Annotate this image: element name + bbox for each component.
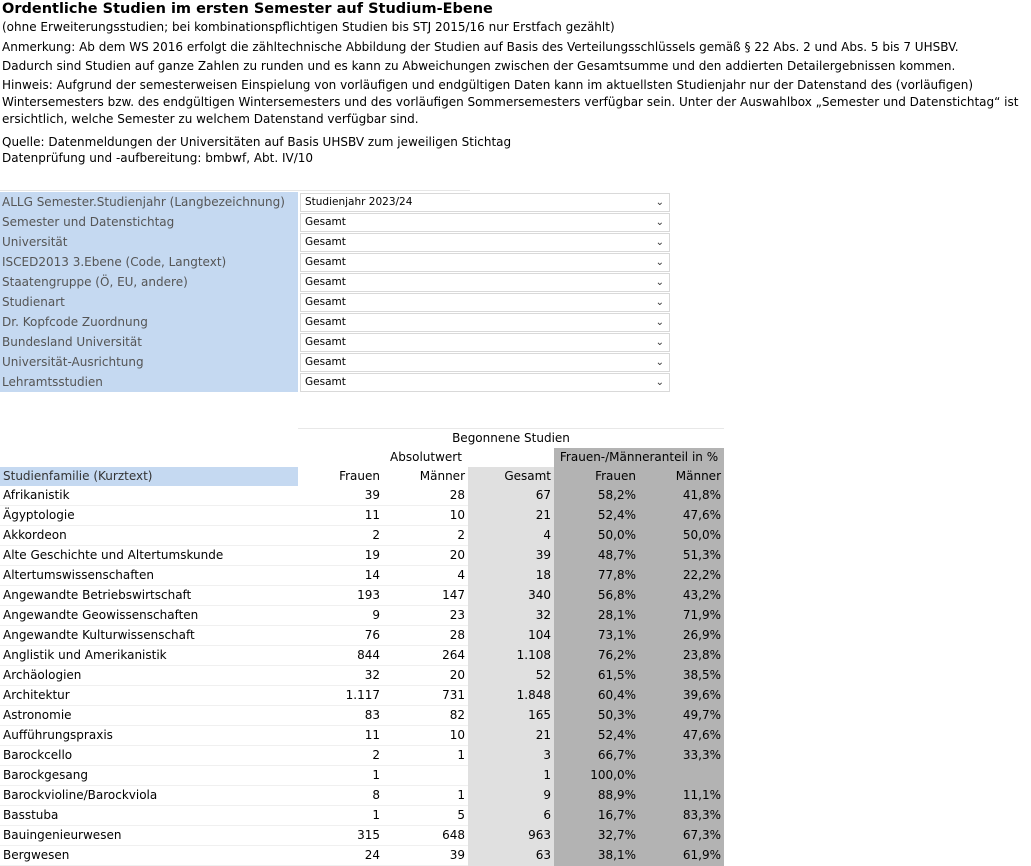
cell-maenner-abs: 23 bbox=[383, 606, 468, 626]
cell-gesamt: 39 bbox=[468, 546, 554, 566]
cell-maenner-abs: 28 bbox=[383, 626, 468, 646]
cell-maenner-pct bbox=[639, 766, 724, 786]
cell-maenner-pct: 51,3% bbox=[639, 546, 724, 566]
cell-frauen-abs: 83 bbox=[298, 706, 383, 726]
cell-frauen-pct: 50,3% bbox=[554, 706, 639, 726]
filter-dropdown[interactable] bbox=[300, 273, 670, 292]
filter-value: Studienjahr 2023/24 bbox=[305, 196, 413, 208]
cell-maenner-abs: 731 bbox=[383, 686, 468, 706]
table-row bbox=[0, 826, 724, 846]
table-row bbox=[0, 766, 724, 786]
filter-row bbox=[0, 192, 670, 212]
chevron-down-icon[interactable]: ⌄ bbox=[655, 317, 664, 328]
table-row bbox=[0, 686, 724, 706]
chevron-down-icon[interactable]: ⌄ bbox=[655, 297, 664, 308]
cell-frauen-pct: 76,2% bbox=[554, 646, 639, 666]
filter-row bbox=[0, 272, 670, 292]
cell-studienfamilie: Afrikanistik bbox=[0, 486, 298, 506]
filter-row bbox=[0, 372, 670, 392]
cell-maenner-abs: 20 bbox=[383, 546, 468, 566]
cell-maenner-abs: 1 bbox=[383, 786, 468, 806]
col-header-studienfamilie[interactable]: Studienfamilie (Kurztext) bbox=[0, 467, 298, 486]
cell-maenner-abs: 10 bbox=[383, 506, 468, 526]
cell-studienfamilie: Archäologien bbox=[0, 666, 298, 686]
table-row bbox=[0, 486, 724, 506]
cell-studienfamilie: Ägyptologie bbox=[0, 506, 298, 526]
cell-gesamt: 6 bbox=[468, 806, 554, 826]
cell-gesamt: 9 bbox=[468, 786, 554, 806]
table-row bbox=[0, 726, 724, 746]
processing-text: Datenprüfung und -aufbereitung: bmbwf, Abt. IV/10 bbox=[2, 151, 314, 165]
cell-maenner-abs: 82 bbox=[383, 706, 468, 726]
cell-maenner-pct: 47,6% bbox=[639, 506, 724, 526]
cell-frauen-abs: 315 bbox=[298, 826, 383, 846]
cell-gesamt: 1 bbox=[468, 766, 554, 786]
cell-maenner-abs: 147 bbox=[383, 586, 468, 606]
abs-header: Absolutwert bbox=[390, 450, 462, 464]
cell-maenner-abs: 28 bbox=[383, 486, 468, 506]
col-header-frauen-abs[interactable]: Frauen bbox=[339, 469, 380, 483]
pct-header: Frauen-/Männeranteil in % bbox=[554, 448, 724, 467]
cell-frauen-abs: 14 bbox=[298, 566, 383, 586]
table-row bbox=[0, 626, 724, 646]
chevron-down-icon[interactable]: ⌄ bbox=[655, 197, 664, 208]
cell-maenner-pct: 67,3% bbox=[639, 826, 724, 846]
cell-maenner-abs: 264 bbox=[383, 646, 468, 666]
cell-studienfamilie: Architektur bbox=[0, 686, 298, 706]
cell-frauen-abs: 11 bbox=[298, 506, 383, 526]
filter-row bbox=[0, 252, 670, 272]
col-header-maenner-pct[interactable]: Männer bbox=[639, 467, 724, 486]
filter-label: Dr. Kopfcode Zuordnung bbox=[0, 312, 298, 332]
filter-dropdown[interactable] bbox=[300, 213, 670, 232]
filter-value: Gesamt bbox=[305, 296, 346, 308]
table-row bbox=[0, 606, 724, 626]
filter-label: Semester und Datenstichtag bbox=[0, 212, 298, 232]
chevron-down-icon[interactable]: ⌄ bbox=[655, 337, 664, 348]
cell-frauen-pct: 66,7% bbox=[554, 746, 639, 766]
cell-maenner-pct: 49,7% bbox=[639, 706, 724, 726]
filter-dropdown[interactable] bbox=[300, 253, 670, 272]
cell-maenner-pct: 41,8% bbox=[639, 486, 724, 506]
cell-frauen-pct: 88,9% bbox=[554, 786, 639, 806]
cell-maenner-pct: 22,2% bbox=[639, 566, 724, 586]
cell-studienfamilie: Bergwesen bbox=[0, 846, 298, 866]
filter-value: Gesamt bbox=[305, 356, 346, 368]
cell-frauen-abs: 1 bbox=[298, 806, 383, 826]
cell-frauen-pct: 48,7% bbox=[554, 546, 639, 566]
cell-maenner-pct: 71,9% bbox=[639, 606, 724, 626]
cell-frauen-abs: 19 bbox=[298, 546, 383, 566]
cell-frauen-pct: 52,4% bbox=[554, 726, 639, 746]
cell-studienfamilie: Angewandte Betriebswirtschaft bbox=[0, 586, 298, 606]
cell-gesamt: 21 bbox=[468, 726, 554, 746]
cell-frauen-abs: 844 bbox=[298, 646, 383, 666]
cell-studienfamilie: Anglistik und Amerikanistik bbox=[0, 646, 298, 666]
cell-gesamt: 52 bbox=[468, 666, 554, 686]
chevron-down-icon[interactable]: ⌄ bbox=[655, 237, 664, 248]
cell-frauen-pct: 56,8% bbox=[554, 586, 639, 606]
table-row bbox=[0, 506, 724, 526]
col-header-gesamt[interactable]: Gesamt bbox=[468, 467, 554, 486]
table-row bbox=[0, 526, 724, 546]
cell-gesamt: 32 bbox=[468, 606, 554, 626]
cell-gesamt: 63 bbox=[468, 846, 554, 866]
chevron-down-icon[interactable]: ⌄ bbox=[655, 217, 664, 228]
source-text: Quelle: Datenmeldungen der Universitäten auf Basis UHSBV zum jeweiligen Stichtag bbox=[2, 135, 512, 149]
hint-text: Hinweis: Aufgrund der semesterweisen Einspielung von vorläufigen und endgültigen Daten kann im aktuellsten Studienjahr nur der Datenstand des (vorläufigen) Wintersemesters bzw. des endgültigen Wintersemesters und des vorläufigen Sommersemesters verfügbar sein. Unter der Auswahlbox „Semester und Datenstichtag“ ist ersichtlich, welche Semester zu welchem Datenstand verfügbar sind. bbox=[2, 78, 1019, 126]
cell-maenner-pct: 50,0% bbox=[639, 526, 724, 546]
cell-frauen-abs: 2 bbox=[298, 746, 383, 766]
cell-maenner-abs: 5 bbox=[383, 806, 468, 826]
cell-maenner-pct: 61,9% bbox=[639, 846, 724, 866]
col-header-frauen-pct[interactable]: Frauen bbox=[554, 467, 639, 486]
cell-studienfamilie: Angewandte Kulturwissenschaft bbox=[0, 626, 298, 646]
cell-frauen-pct: 73,1% bbox=[554, 626, 639, 646]
cell-studienfamilie: Basstuba bbox=[0, 806, 298, 826]
cell-studienfamilie: Bauingenieurwesen bbox=[0, 826, 298, 846]
filter-row bbox=[0, 292, 670, 312]
cell-frauen-abs: 2 bbox=[298, 526, 383, 546]
cell-frauen-pct: 50,0% bbox=[554, 526, 639, 546]
cell-maenner-abs: 648 bbox=[383, 826, 468, 846]
cell-maenner-pct: 47,6% bbox=[639, 726, 724, 746]
filter-row bbox=[0, 312, 670, 332]
filter-label: Staatengruppe (Ö, EU, andere) bbox=[0, 272, 298, 292]
cell-gesamt: 1.848 bbox=[468, 686, 554, 706]
cell-maenner-pct: 43,2% bbox=[639, 586, 724, 606]
note-counting: Anmerkung: Ab dem WS 2016 erfolgt die zähltechnische Abbildung der Studien auf Basis des Verteilungsschlüssels gemäß § 22 Abs. 2 und Abs. 5 bis 7 UHSBV. bbox=[2, 40, 959, 54]
table-row bbox=[0, 846, 724, 866]
table-row bbox=[0, 706, 724, 726]
cell-frauen-pct: 32,7% bbox=[554, 826, 639, 846]
cell-frauen-abs: 32 bbox=[298, 666, 383, 686]
cell-frauen-pct: 38,1% bbox=[554, 846, 639, 866]
cell-frauen-pct: 52,4% bbox=[554, 506, 639, 526]
filter-label: Universität bbox=[0, 232, 298, 252]
filter-dropdown[interactable] bbox=[300, 353, 670, 372]
cell-frauen-abs: 193 bbox=[298, 586, 383, 606]
cell-frauen-abs: 39 bbox=[298, 486, 383, 506]
filter-label: Lehramtsstudien bbox=[0, 372, 298, 392]
cell-maenner-abs: 4 bbox=[383, 566, 468, 586]
cell-gesamt: 340 bbox=[468, 586, 554, 606]
cell-frauen-abs: 76 bbox=[298, 626, 383, 646]
filter-label: ALLG Semester.Studienjahr (Langbezeichnung) bbox=[0, 192, 298, 212]
table-row bbox=[0, 746, 724, 766]
table-row bbox=[0, 806, 724, 826]
cell-maenner-abs: 10 bbox=[383, 726, 468, 746]
cell-frauen-pct: 60,4% bbox=[554, 686, 639, 706]
col-header-maenner-abs[interactable]: Männer bbox=[419, 469, 465, 483]
cell-frauen-abs: 24 bbox=[298, 846, 383, 866]
filter-value: Gesamt bbox=[305, 316, 346, 328]
cell-maenner-pct: 23,8% bbox=[639, 646, 724, 666]
cell-frauen-pct: 28,1% bbox=[554, 606, 639, 626]
cell-gesamt: 3 bbox=[468, 746, 554, 766]
cell-maenner-pct: 83,3% bbox=[639, 806, 724, 826]
table-row bbox=[0, 666, 724, 686]
chevron-down-icon[interactable]: ⌄ bbox=[655, 357, 664, 368]
cell-frauen-pct: 58,2% bbox=[554, 486, 639, 506]
filter-value: Gesamt bbox=[305, 256, 346, 268]
cell-studienfamilie: Akkordeon bbox=[0, 526, 298, 546]
filter-dropdown[interactable] bbox=[300, 313, 670, 332]
cell-frauen-abs: 8 bbox=[298, 786, 383, 806]
cell-maenner-pct: 11,1% bbox=[639, 786, 724, 806]
cell-maenner-pct: 39,6% bbox=[639, 686, 724, 706]
cell-studienfamilie: Barockcello bbox=[0, 746, 298, 766]
cell-studienfamilie: Barockgesang bbox=[0, 766, 298, 786]
cell-gesamt: 4 bbox=[468, 526, 554, 546]
table-row bbox=[0, 646, 724, 666]
table-row bbox=[0, 786, 724, 806]
data-table bbox=[0, 428, 724, 866]
filter-label: Studienart bbox=[0, 292, 298, 312]
filter-dropdown[interactable] bbox=[300, 373, 670, 392]
filter-label: Universität-Ausrichtung bbox=[0, 352, 298, 372]
cell-maenner-pct: 38,5% bbox=[639, 666, 724, 686]
filter-value: Gesamt bbox=[305, 216, 346, 228]
cell-maenner-abs: 20 bbox=[383, 666, 468, 686]
cell-studienfamilie: Aufführungspraxis bbox=[0, 726, 298, 746]
cell-maenner-abs: 1 bbox=[383, 746, 468, 766]
cell-gesamt: 104 bbox=[468, 626, 554, 646]
cell-frauen-pct: 16,7% bbox=[554, 806, 639, 826]
filter-dropdown[interactable] bbox=[300, 293, 670, 312]
filter-value: Gesamt bbox=[305, 276, 346, 288]
cell-frauen-abs: 1.117 bbox=[298, 686, 383, 706]
table-row bbox=[0, 566, 724, 586]
cell-maenner-pct: 33,3% bbox=[639, 746, 724, 766]
cell-maenner-abs: 2 bbox=[383, 526, 468, 546]
cell-gesamt: 67 bbox=[468, 486, 554, 506]
cell-frauen-pct: 61,5% bbox=[554, 666, 639, 686]
cell-frauen-abs: 9 bbox=[298, 606, 383, 626]
cell-maenner-abs bbox=[383, 766, 468, 786]
cell-studienfamilie: Altertumswissenschaften bbox=[0, 566, 298, 586]
chevron-down-icon[interactable]: ⌄ bbox=[655, 277, 664, 288]
cell-studienfamilie: Astronomie bbox=[0, 706, 298, 726]
filter-dropdown[interactable] bbox=[300, 193, 670, 212]
filter-value: Gesamt bbox=[305, 336, 346, 348]
table-row bbox=[0, 546, 724, 566]
cell-gesamt: 21 bbox=[468, 506, 554, 526]
filter-row bbox=[0, 212, 670, 232]
filter-value: Gesamt bbox=[305, 376, 346, 388]
filter-dropdown[interactable] bbox=[300, 233, 670, 252]
cell-gesamt: 1.108 bbox=[468, 646, 554, 666]
cell-studienfamilie: Alte Geschichte und Altertumskunde bbox=[0, 546, 298, 566]
cell-gesamt: 165 bbox=[468, 706, 554, 726]
cell-gesamt: 963 bbox=[468, 826, 554, 846]
chevron-down-icon[interactable]: ⌄ bbox=[655, 377, 664, 388]
filter-value: Gesamt bbox=[305, 236, 346, 248]
chevron-down-icon[interactable]: ⌄ bbox=[655, 257, 664, 268]
filter-row bbox=[0, 332, 670, 352]
page-subtitle: (ohne Erweiterungsstudien; bei kombinationspflichtigen Studien bis STJ 2015/16 nur Erstfach gezählt) bbox=[2, 20, 615, 34]
page-title: Ordentliche Studien im ersten Semester auf Studium-Ebene bbox=[2, 1, 493, 17]
cell-maenner-pct: 26,9% bbox=[639, 626, 724, 646]
cell-frauen-abs: 11 bbox=[298, 726, 383, 746]
table-row bbox=[0, 586, 724, 606]
filter-dropdown[interactable] bbox=[300, 333, 670, 352]
filter-row bbox=[0, 232, 670, 252]
cell-gesamt: 18 bbox=[468, 566, 554, 586]
cell-frauen-pct: 77,8% bbox=[554, 566, 639, 586]
group-header: Begonnene Studien bbox=[298, 429, 724, 449]
filter-label: ISCED2013 3.Ebene (Code, Langtext) bbox=[0, 252, 298, 272]
cell-frauen-pct: 100,0% bbox=[554, 766, 639, 786]
cell-maenner-abs: 39 bbox=[383, 846, 468, 866]
cell-studienfamilie: Angewandte Geowissenschaften bbox=[0, 606, 298, 626]
cell-studienfamilie: Barockvioline/Barockviola bbox=[0, 786, 298, 806]
filter-divider bbox=[0, 190, 470, 191]
filter-row bbox=[0, 352, 670, 372]
filter-label: Bundesland Universität bbox=[0, 332, 298, 352]
cell-frauen-abs: 1 bbox=[298, 766, 383, 786]
note-rounding: Dadurch sind Studien auf ganze Zahlen zu runden und es kann zu Abweichungen zwischen der Gesamtsumme und den addierten Detailergebnissen kommen. bbox=[2, 59, 956, 73]
